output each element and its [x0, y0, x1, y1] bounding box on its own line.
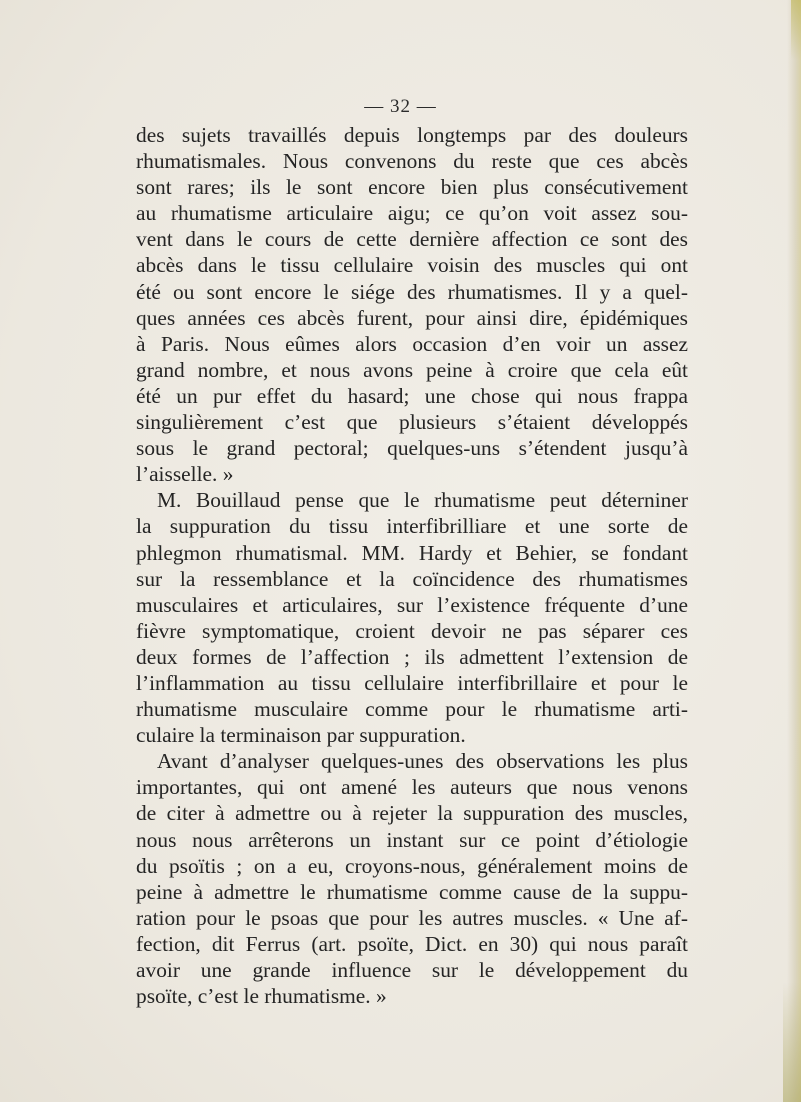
text-line: grand nombre, et nous avons peine à croire que cela eût — [136, 357, 688, 382]
text-line: l’inflammation au tissu cellulaire interfibrillaire et pour le — [136, 670, 688, 695]
text-line: rhumatismales. Nous convenons du reste que ces abcès — [136, 149, 688, 174]
page-edge-shadow — [787, 0, 801, 1102]
text-line: sur la ressemblance et la coïncidence des rhumatismes — [136, 566, 688, 591]
text-line: rhumatisme musculaire comme pour le rhumatisme arti- — [136, 697, 688, 722]
text-line: psoïte, c’est le rhumatisme. » — [136, 984, 387, 1009]
text-line: deux formes de l’affection ; ils admettent l’extension de — [136, 644, 688, 669]
body-text — [136, 122, 688, 1009]
text-line: culaire la terminaison par suppuration. — [136, 723, 466, 748]
paper-stain-top — [791, 0, 801, 60]
text-line: phlegmon rhumatismal. MM. Hardy et Behier, se fondant — [136, 540, 688, 565]
text-line: des sujets travaillés depuis longtemps par des douleurs — [136, 123, 688, 147]
text-line: abcès dans le tissu cellulaire voisin des muscles qui ont — [136, 253, 688, 278]
text-line: été ou sont encore le siége des rhumatismes. Il y a quel- — [136, 279, 688, 304]
text-line: nous nous arrêterons un instant sur ce point d’étiologie — [136, 827, 688, 852]
text-line: été un pur effet du hasard; une chose qui nous frappa — [136, 383, 688, 408]
text-line: fièvre symptomatique, croient devoir ne pas séparer ces — [136, 618, 688, 643]
text-line: au rhumatisme articulaire aigu; ce qu’on voit assez sou- — [136, 201, 688, 226]
page-number: — 32 — — [364, 96, 437, 117]
text-line: à Paris. Nous eûmes alors occasion d’en voir un assez — [136, 331, 688, 356]
text-line: singulièrement c’est que plusieurs s’étaient développés — [136, 410, 688, 435]
text-line: peine à admettre le rhumatisme comme cause de la suppu- — [136, 879, 688, 904]
text-line: sous le grand pectoral; quelques-uns s’étendent jusqu’à — [136, 436, 688, 461]
text-line: vent dans le cours de cette dernière affection ce sont des — [136, 227, 688, 252]
text-line: la suppuration du tissu interfibrilliare et une sorte de — [136, 514, 688, 539]
text-line: M. Bouillaud pense que le rhumatisme peut déterniner — [157, 488, 688, 513]
text-line: l’aisselle. » — [136, 462, 234, 487]
text-line: importantes, qui ont amené les auteurs que nous venons — [136, 775, 688, 800]
text-line: de citer à admettre ou à rejeter la suppuration des muscles, — [136, 801, 688, 826]
text-line: fection, dit Ferrus (art. psoïte, Dict. en 30) qui nous paraît — [136, 931, 688, 956]
paper-stain-bottom — [783, 982, 801, 1102]
text-line: avoir une grande influence sur le développement du — [136, 958, 688, 982]
text-line: sont rares; ils le sont encore bien plus consécutivement — [136, 175, 688, 200]
text-line: Avant d’analyser quelques-unes des observations les plus — [157, 749, 688, 774]
text-line: ration pour le psoas que pour les autres muscles. « Une af- — [136, 905, 688, 930]
text-line: du psoïtis ; on a eu, croyons-nous, généralement moins de — [136, 853, 688, 878]
text-line: musculaires et articulaires, sur l’existence fréquente d’une — [136, 592, 688, 617]
text-line: ques années ces abcès furent, pour ainsi dire, épidémiques — [136, 305, 688, 330]
